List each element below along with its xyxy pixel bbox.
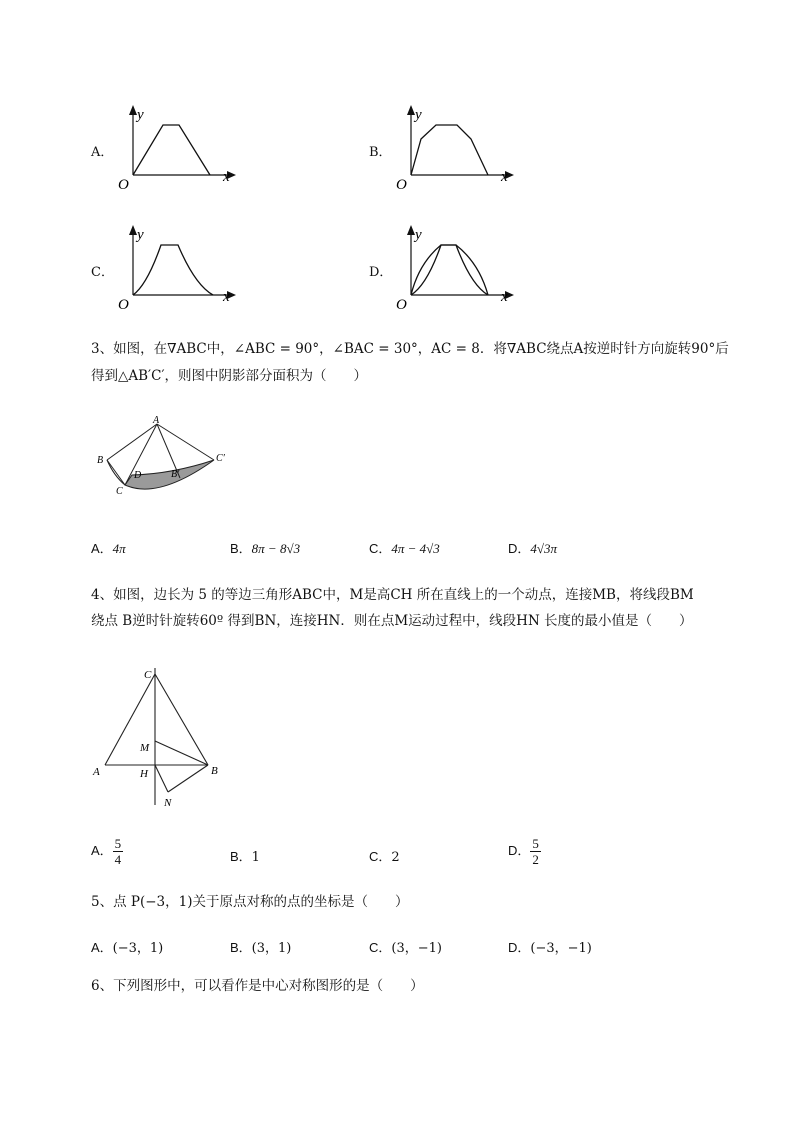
option-label-b: B． bbox=[369, 145, 392, 160]
graph-a-origin-label: O bbox=[118, 177, 129, 193]
q5-option-d: D．(−3，−1) bbox=[508, 940, 592, 956]
graph-b bbox=[393, 103, 518, 193]
graph-c-y-label: y bbox=[137, 227, 144, 243]
q5-option-b: B．(3，1) bbox=[230, 940, 292, 956]
graph-b-y-label: y bbox=[415, 107, 422, 123]
option-label-c: C． bbox=[91, 265, 114, 280]
q3-label-cprime: C′ bbox=[216, 453, 225, 464]
q3-label-c: C bbox=[116, 486, 123, 497]
q4-label-c: C bbox=[144, 669, 152, 681]
graph-d-y-label: y bbox=[415, 227, 422, 243]
q3-label-d: D bbox=[134, 470, 142, 481]
q4-option-b: B．1 bbox=[230, 849, 260, 865]
q4-figure bbox=[90, 660, 230, 815]
graph-a-y-label: y bbox=[137, 107, 144, 123]
graph-b-x-label: x bbox=[501, 169, 508, 185]
q3-figure bbox=[92, 412, 237, 502]
graph-c-curve bbox=[133, 245, 213, 295]
q6-stem: 6、下列图形中，可以看作是中心对称图形的是（ ） bbox=[91, 978, 424, 994]
graph-c-x-label: x bbox=[223, 289, 230, 305]
graph-d-curve-outer bbox=[411, 245, 488, 295]
q4-stem-line1: 4、如图，边长为 5 的等边三角形ABC中，M是高CH 所在直线上的一个动点，连接MB，将线段BM bbox=[91, 587, 694, 603]
option-label-d: D． bbox=[369, 265, 393, 280]
graph-a bbox=[115, 103, 240, 193]
q3-stem-line2: 得到△AB′C′，则图中阴影部分面积为（ ） bbox=[91, 368, 368, 384]
graph-c-origin-label: O bbox=[118, 297, 129, 313]
q5-option-a: A．(−3，1) bbox=[91, 940, 164, 956]
q4-label-h: H bbox=[140, 768, 148, 780]
q3-option-a: A．4π bbox=[91, 541, 126, 556]
q4-label-b: B bbox=[211, 765, 218, 777]
q4-label-a: A bbox=[93, 766, 100, 778]
q5-stem: 5、点 P(−3，1)关于原点对称的点的坐标是（ ） bbox=[91, 894, 409, 910]
graph-a-x-label: x bbox=[223, 169, 230, 185]
graph-d-x-label: x bbox=[501, 289, 508, 305]
q4-label-n: N bbox=[164, 797, 172, 809]
q4-label-m: M bbox=[140, 742, 150, 754]
q4-option-d: D． $\frac{5}{2}$ bbox=[508, 836, 539, 867]
q5-option-c: C．(3，−1) bbox=[369, 940, 442, 956]
q3-option-b: B．8π − 8√3 bbox=[230, 541, 301, 556]
q3-option-c: C．4π − 4√3 bbox=[369, 541, 440, 556]
q3-label-b: B bbox=[97, 455, 104, 466]
option-label-a: A． bbox=[91, 145, 114, 160]
graph-d bbox=[393, 223, 518, 313]
q4-option-c: C．2 bbox=[369, 849, 400, 865]
graph-c bbox=[115, 223, 240, 313]
graph-b-curve bbox=[411, 125, 488, 175]
q3-label-a: A bbox=[153, 415, 160, 426]
graph-d-curve-inner bbox=[411, 245, 488, 295]
graph-d-origin-label: O bbox=[396, 297, 407, 313]
q3-label-bprime: B′ bbox=[171, 469, 180, 480]
graph-a-curve bbox=[133, 125, 210, 175]
q3-stem-line1: 3、如图，在∇ABC中，∠ABC = 90°，∠BAC = 30°，AC = 8．将∇ABC绕点A按逆时针方向旋转90°后 bbox=[91, 341, 729, 357]
graph-b-origin-label: O bbox=[396, 177, 407, 193]
q4-option-a: A． $\frac{5}{4}$ bbox=[91, 836, 122, 867]
q4-stem-line2: 绕点 B逆时针旋转60º 得到BN，连接HN．则在点M运动过程中，线段HN 长度的最小值是（ ） bbox=[91, 613, 693, 629]
q3-option-d: D．4√3π bbox=[508, 541, 558, 556]
